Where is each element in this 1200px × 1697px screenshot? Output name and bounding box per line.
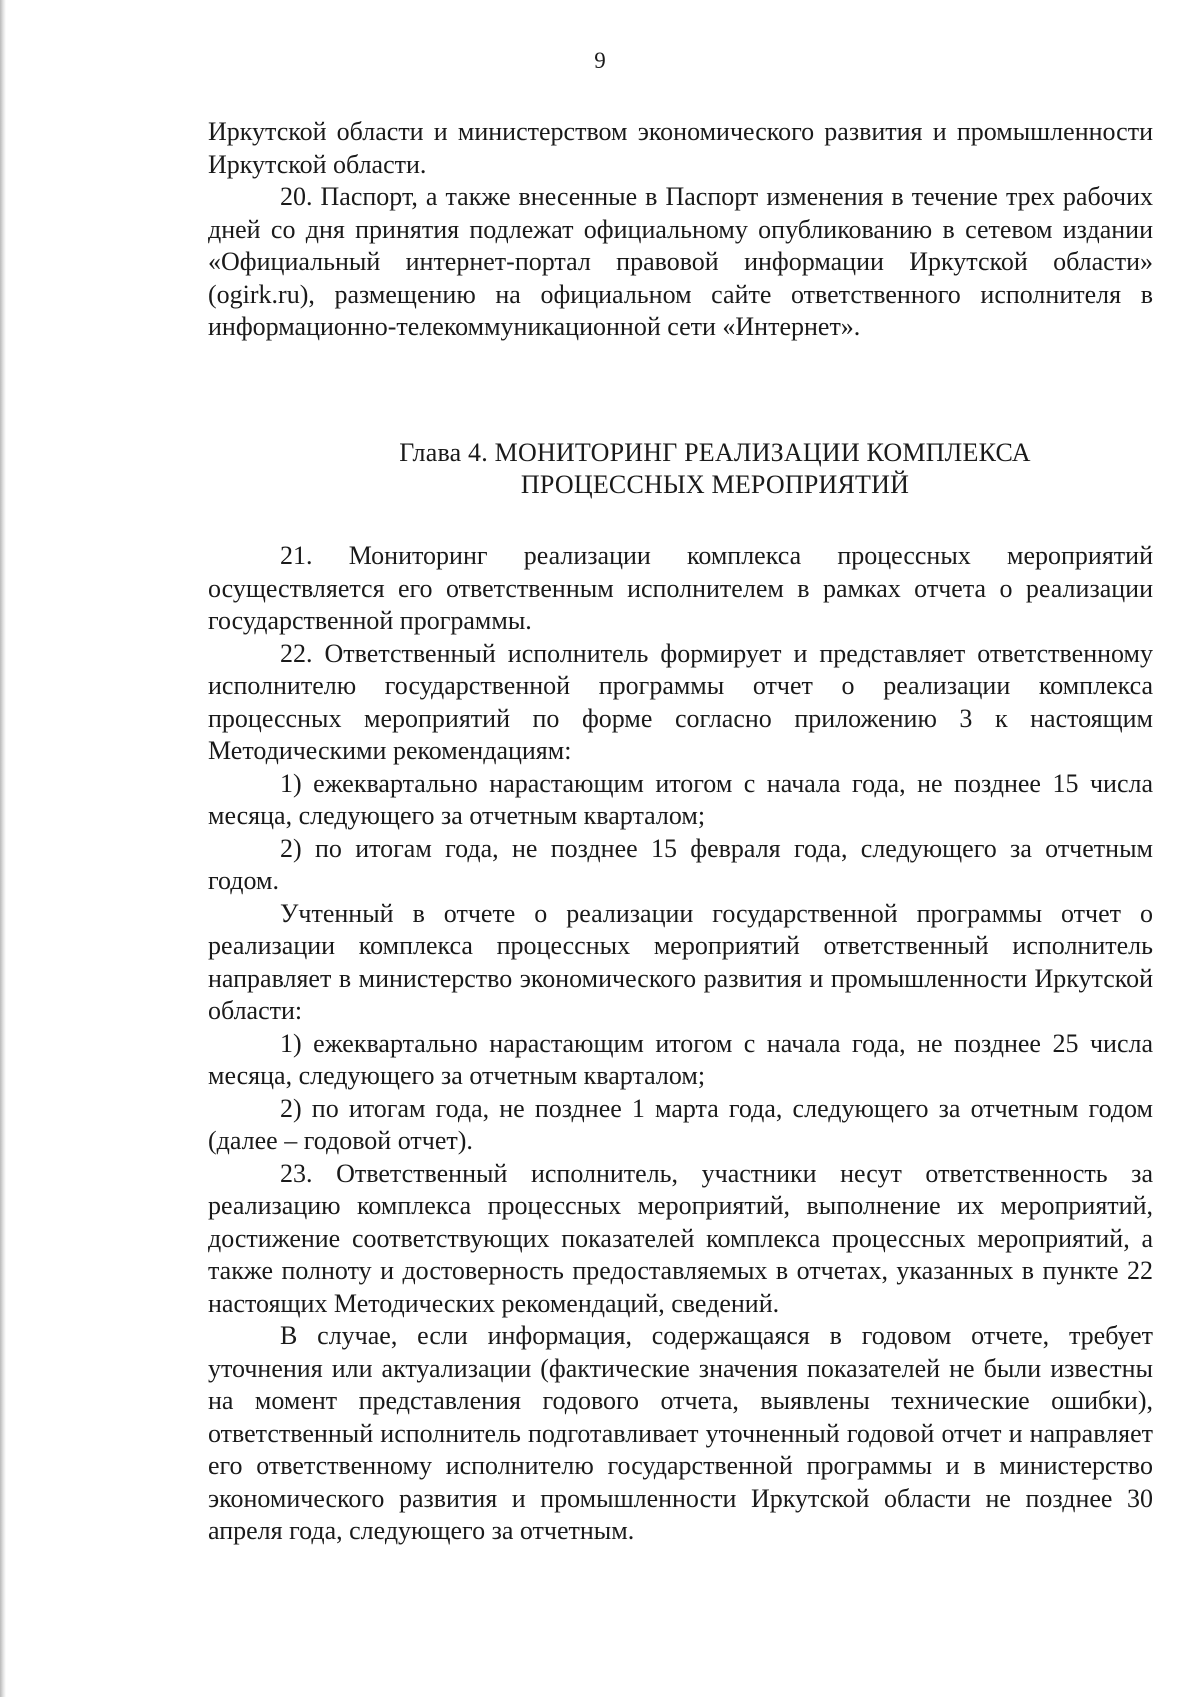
chapter-heading [330, 437, 1100, 501]
chapter-heading-line-2: ПРОЦЕССНЫХ МЕРОПРИЯТИЙ [520, 470, 910, 499]
paragraph-20: 20. Паспорт, а также внесенные в Паспорт изменения в течение трех рабочих дней со дня принятия подлежат официальному опубликованию в сетевом издании «Официальный интернет-портал правовой информации Иркутской области» (ogirk.ru), размещению на официальном сайте ответственного исполнителя в информационно-телекоммуникационной сети «Интернет». [208, 182, 1153, 341]
bottom-text-block [208, 540, 1153, 1548]
paragraph-22: 22. Ответственный исполнитель формирует и представляет ответственному исполнителю государственной программы отчет о реализации комплекса процессных мероприятий по форме согласно приложению 3 к настоящим Методическими рекомендациям: [208, 638, 1153, 765]
paragraph-22-item-2: 2) по итогам года, не позднее 15 февраля года, следующего за отчетным годом. [208, 833, 1153, 895]
paragraph-report-item-2: 2) по итогам года, не позднее 1 марта года, следующего за отчетным годом (далее – годовой отчет). [208, 1093, 1153, 1155]
paragraph-22-item-1: 1) ежеквартально нарастающим итогом с начала года, не позднее 15 числа месяца, следующего за отчетным кварталом; [208, 768, 1153, 830]
page-number: 9 [594, 48, 606, 73]
scan-left-edge [0, 0, 6, 1697]
top-text-block [208, 116, 1153, 344]
paragraph-21: 21. Мониторинг реализации комплекса процессных мероприятий осуществляется его ответственным исполнителем в рамках отчета о реализации государственной программы. [208, 541, 1153, 635]
paragraph-23: 23. Ответственный исполнитель, участники несут ответственность за реализацию комплекса процессных мероприятий, выполнение их мероприятий, достижение соответствующих показателей комплекса процессных мероприятий, а также полноту и достоверность предоставляемых в отчетах, указанных в пункте 22 настоящих Методических рекомендаций, сведений. [208, 1158, 1153, 1318]
paragraph-report-item-1: 1) ежеквартально нарастающим итогом с начала года, не позднее 25 числа месяца, следующего за отчетным кварталом; [208, 1028, 1153, 1090]
paragraph-annual-report-update: В случае, если информация, содержащаяся в годовом отчете, требует уточнения или актуализации (фактические значения показателей не были известны на момент представления годового отчета, выявлены технические ошибки), ответственный исполнитель подготавливает уточненный годовой отчет и направляет его ответственному исполнителю государственной программы и в министерство экономического развития и промышленности Иркутской области не позднее 30 апреля года, следующего за отчетным. [208, 1321, 1153, 1545]
paragraph-continuation: Иркутской области и министерством экономического развития и промышленности Иркутской области. [208, 117, 1153, 179]
paragraph-report-submission: Учтенный в отчете о реализации государственной программы отчет о реализации комплекса процессных мероприятий ответственный исполнитель направляет в министерство экономического развития и промышленности Иркутской области: [208, 898, 1153, 1025]
chapter-heading-line-1: Глава 4. МОНИТОРИНГ РЕАЛИЗАЦИИ КОМПЛЕКСА [399, 438, 1031, 467]
